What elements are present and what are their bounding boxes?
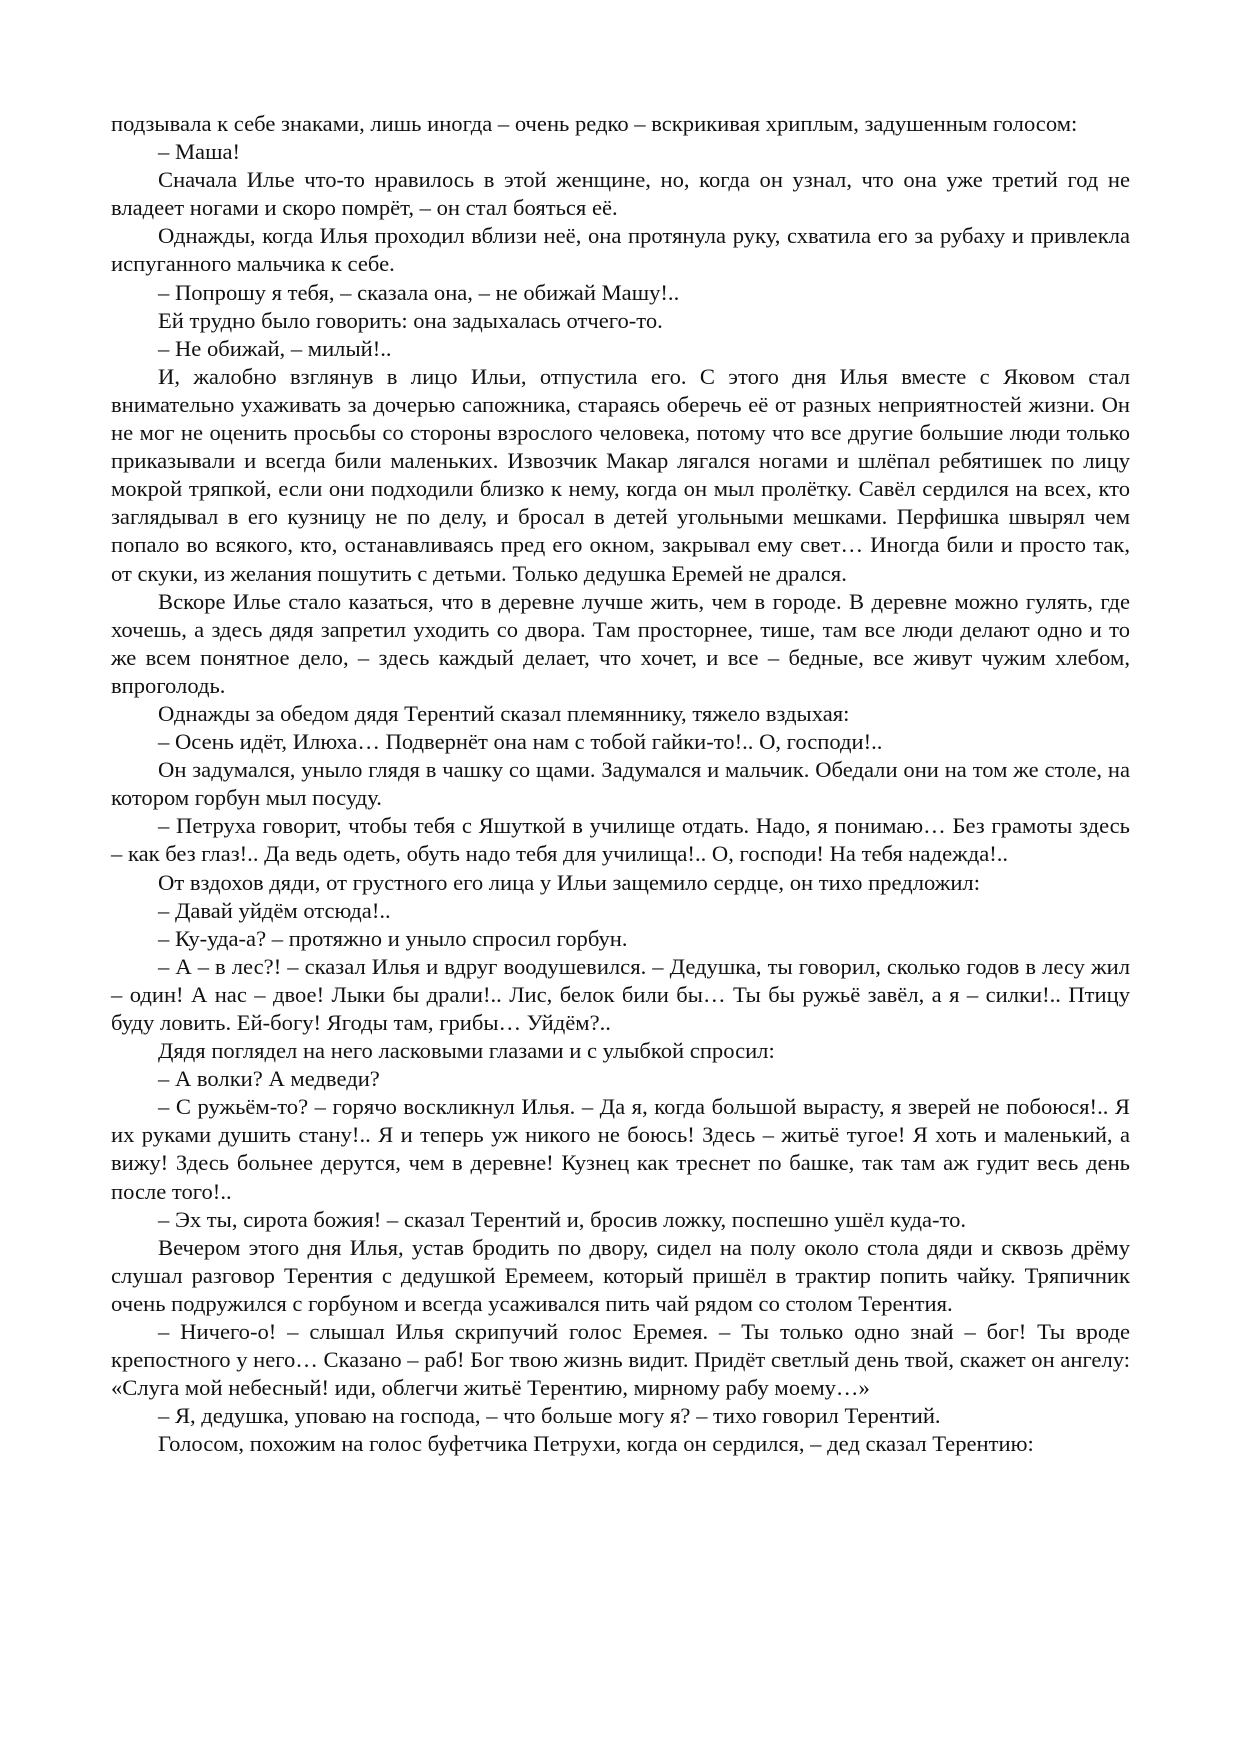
paragraph: Сначала Илье что-то нравилось в этой женщине, но, когда он узнал, что она уже третий год не владеет ногами и скоро помрёт, – он стал бояться её. <box>111 167 1130 221</box>
paragraph: – Давай уйдём отсюда!.. <box>158 897 391 923</box>
paragraph: – Ничего-о! – слышал Илья скрипучий голос Еремея. – Ты только одно знай – бог! Ты вроде крепостного у него… Сказано – раб! Бог твою жизнь видит. Придёт светлый день твой, скажет он ангелу: «Слуга мой небесный! иди, облегчи житьё Терентию, мирному рабу моему…» <box>111 1319 1130 1401</box>
paragraph: Он задумался, уныло глядя в чашку со щами. Задумался и мальчик. Обедали они на том же столе, на котором горбун мыл посуду. <box>111 757 1130 811</box>
paragraph: От вздохов дяди, от грустного его лица у Ильи защемило сердце, он тихо предложил: <box>158 869 980 895</box>
paragraph: Однажды за обедом дядя Терентий сказал племяннику, тяжело вздыхая: <box>158 700 850 726</box>
paragraph: Ей трудно было говорить: она задыхалась отчего-то. <box>158 307 663 333</box>
paragraph: – Ку-уда-а? – протяжно и уныло спросил горбун. <box>158 925 628 951</box>
paragraph: – А – в лес?! – сказал Илья и вдруг воодушевился. – Дедушка, ты говорил, сколько годов в лесу жил – один! А нас – двое! Лыки бы драли!.. Лис, белок били бы… Ты бы ружьё завёл, а я – силки!.. Птицу буду ловить. Ей-богу! Ягоды там, грибы… Уйдём?.. <box>111 953 1130 1035</box>
document-page <box>111 110 1130 1459</box>
paragraph: – Я, дедушка, уповаю на господа, – что больше могу я? – тихо говорил Терентий. <box>158 1403 941 1429</box>
paragraph: – Петруха говорит, чтобы тебя с Яшуткой в училище отдать. Надо, я понимаю… Без грамоты здесь – как без глаз!.. Да ведь одеть, обуть надо тебя для училища!.. О, господи! На тебя надежда!.. <box>111 813 1130 867</box>
paragraph: – Маша! <box>158 139 241 165</box>
paragraph: – А волки? А медведи? <box>158 1066 380 1092</box>
paragraph: Вскоре Илье стало казаться, что в деревне лучше жить, чем в городе. В деревне можно гулять, где хочешь, а здесь дядя запретил уходить со двора. Там просторнее, тише, там все люди делают одно и то же всем понятное дело, – здесь каждый делает, что хочет, и все – бедные, все живут чужим хлебом, впроголодь. <box>111 588 1130 698</box>
paragraph: Однажды, когда Илья проходил вблизи неё, она протянула руку, схватила его за рубаху и привлекла испуганного мальчика к себе. <box>111 223 1130 277</box>
paragraph: Голосом, похожим на голос буфетчика Петрухи, когда он сердился, – дед сказал Терентию: <box>158 1431 1034 1457</box>
paragraph: – С ружьём-то? – горячо воскликнул Илья. – Да я, когда большой вырасту, я зверей не побоюся!.. Я их руками душить стану!.. Я и теперь уж никого не боюсь! Здесь – житьё тугое! Я хоть и маленький, а вижу! Здесь больнее дерутся, чем в деревне! Кузнец как треснет по башке, так там аж гудит весь день после того!.. <box>111 1094 1130 1204</box>
paragraph: подзывала к себе знаками, лишь иногда – очень редко – вскрикивая хриплым, задушенным голосом: <box>111 111 1078 136</box>
paragraph: Дядя поглядел на него ласковыми глазами и с улыбкой спросил: <box>158 1038 775 1064</box>
paragraph: – Осень идёт, Илюха… Подвернёт она нам с тобой гайки-то!.. О, господи!.. <box>158 729 883 755</box>
paragraph: – Попрошу я тебя, – сказала она, – не обижай Машу!.. <box>158 279 680 305</box>
paragraph: Вечером этого дня Илья, устав бродить по двору, сидел на полу около стола дяди и сквозь дрёму слушал разговор Терентия с дедушкой Еремеем, который пришёл в трактир попить чайку. Тряпичник очень подружился с горбуном и всегда усаживался пить чай рядом со столом Терентия. <box>111 1234 1130 1316</box>
paragraph: И, жалобно взглянув в лицо Ильи, отпустила его. С этого дня Илья вместе с Яковом стал внимательно ухаживать за дочерью сапожника, стараясь оберечь её от разных неприятностей жизни. Он не мог не оценить просьбы со стороны взрослого человека, потому что все другие большие люди только приказывали и всегда били маленьких. Извозчик Макар лягался ногами и шлёпал ребятишек по лицу мокрой тряпкой, если они подходили близко к нему, когда он мыл пролётку. Савёл сердился на всех, кто заглядывал в его кузницу не по делу, и бросал в детей угольными мешками. Перфишка швырял чем попало во всякого, кто, останавливаясь пред его окном, закрывал ему свет… Иногда били и просто так, от скуки, из желания пошутить с детьми. Только дедушка Еремей не дрался. <box>111 363 1130 586</box>
paragraph: – Эх ты, сирота божия! – сказал Терентий и, бросив ложку, поспешно ушёл куда-то. <box>158 1206 967 1232</box>
paragraph: – Не обижай, – милый!.. <box>158 335 392 361</box>
